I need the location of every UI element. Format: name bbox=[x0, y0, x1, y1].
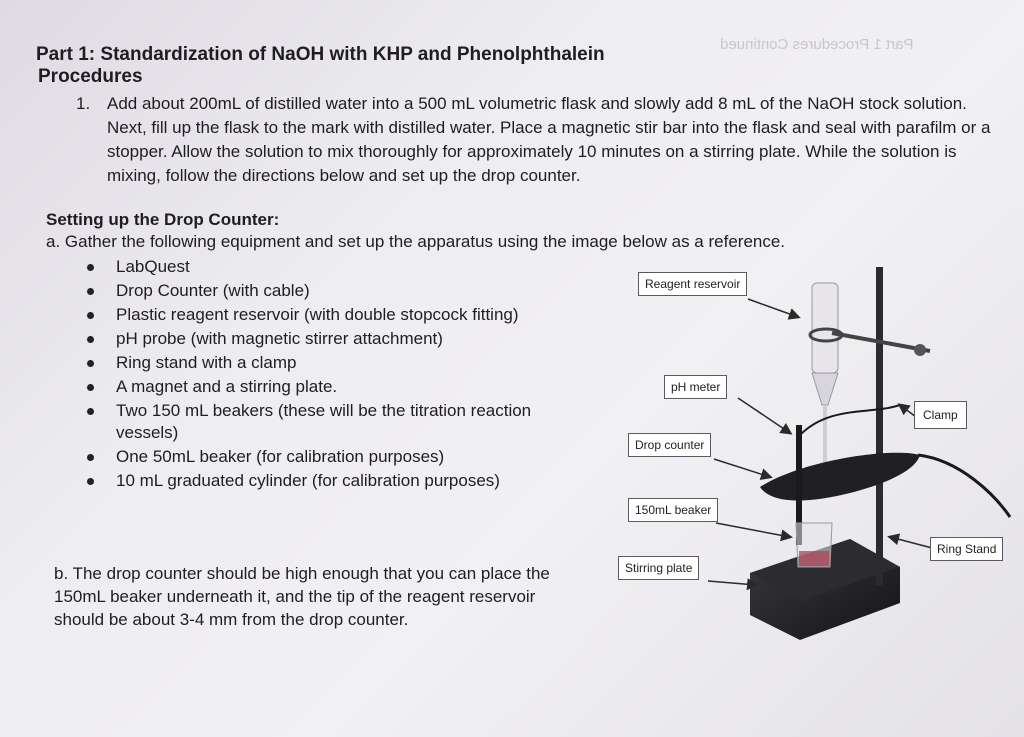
label-reagent-reservoir: Reagent reservoir bbox=[638, 272, 747, 296]
drop-counter-shape bbox=[760, 453, 920, 501]
bullet-icon bbox=[87, 336, 94, 343]
bullet-icon bbox=[87, 264, 94, 271]
setup-heading: Setting up the Drop Counter: bbox=[46, 210, 280, 229]
list-item bbox=[82, 256, 552, 278]
stirring-plate-arrow bbox=[708, 581, 756, 585]
bullet-icon bbox=[87, 384, 94, 391]
equipment-item-labquest: LabQuest bbox=[116, 257, 190, 276]
setup-intro: a. Gather the following equipment and set up the apparatus using the image below as a reference. bbox=[46, 232, 786, 251]
label-clamp: Clamp bbox=[914, 401, 967, 429]
beaker-arrow bbox=[716, 523, 790, 537]
beaker-solution bbox=[799, 551, 829, 566]
list-item bbox=[82, 328, 552, 350]
list-item bbox=[82, 400, 552, 444]
bleed-through-text: Part 1 Procedures Continued bbox=[720, 36, 914, 53]
list-item bbox=[82, 446, 552, 468]
list-item bbox=[82, 470, 552, 492]
reservoir-arrow bbox=[748, 299, 798, 317]
label-drop-counter: Drop counter bbox=[628, 433, 711, 457]
apparatus-figure bbox=[600, 255, 1024, 655]
cable-shape bbox=[918, 455, 1010, 517]
drop-counter-arrow bbox=[714, 459, 770, 477]
label-ring-stand: Ring Stand bbox=[930, 537, 1003, 561]
bullet-icon bbox=[87, 312, 94, 319]
setup-part-b: b. The drop counter should be high enough that you can place the 150mL beaker underneath it, and the tip of the reagent reservoir should be about 3-4 mm from the drop counter. bbox=[54, 564, 550, 629]
bullet-icon bbox=[87, 478, 94, 485]
ph-arrow bbox=[738, 398, 790, 433]
page-title: Part 1: Standardization of NaOH with KHP and Phenolphthalein bbox=[36, 44, 605, 65]
equipment-list bbox=[82, 256, 552, 494]
list-item bbox=[82, 280, 552, 302]
equipment-item-drop-counter: Drop Counter (with cable) bbox=[116, 281, 310, 300]
bullet-icon bbox=[87, 408, 94, 415]
equipment-item-graduated-cylinder: 10 mL graduated cylinder (for calibration purposes) bbox=[116, 471, 500, 490]
ring-stand-rod bbox=[876, 267, 883, 585]
list-item bbox=[82, 304, 552, 326]
label-stirring-plate: Stirring plate bbox=[618, 556, 699, 580]
equipment-item-ph-probe: pH probe (with magnetic stirrer attachment) bbox=[116, 329, 443, 348]
clamp-knob bbox=[914, 344, 926, 356]
reservoir-taper bbox=[812, 373, 838, 405]
equipment-item-magnet: A magnet and a stirring plate. bbox=[116, 377, 338, 396]
procedure-step-1 bbox=[76, 92, 1006, 188]
equipment-item-ring-stand: Ring stand with a clamp bbox=[116, 353, 297, 372]
label-150ml-beaker: 150mL beaker bbox=[628, 498, 718, 522]
bullet-icon bbox=[87, 360, 94, 367]
list-item bbox=[82, 376, 552, 398]
bullet-icon bbox=[87, 454, 94, 461]
reservoir-stem bbox=[823, 405, 827, 465]
step-text: Add about 200mL of distilled water into a 500 mL volumetric flask and slowly add 8 mL of the NaOH stock solution. Next, fill up the flask to the mark with distilled water. Place a magnetic stir bar into the flask and seal with parafilm or a stopper. Allow the solution to mix thoroughly for approximately 10 minutes on a stirring plate. While the solution is mixing, follow the directions below and set up the drop counter. bbox=[107, 94, 991, 185]
probe-cable bbox=[800, 405, 900, 435]
equipment-item-beakers: Two 150 mL beakers (these will be the titration reaction vessels) bbox=[116, 401, 532, 442]
bullet-icon bbox=[87, 288, 94, 295]
section-subtitle: Procedures bbox=[38, 66, 143, 87]
step-number: 1. bbox=[76, 94, 91, 113]
equipment-item-50ml-beaker: One 50mL beaker (for calibration purposes) bbox=[116, 447, 445, 466]
label-ph-meter: pH meter bbox=[664, 375, 727, 399]
equipment-item-reservoir: Plastic reagent reservoir (with double stopcock fitting) bbox=[116, 305, 519, 324]
list-item bbox=[82, 352, 552, 374]
